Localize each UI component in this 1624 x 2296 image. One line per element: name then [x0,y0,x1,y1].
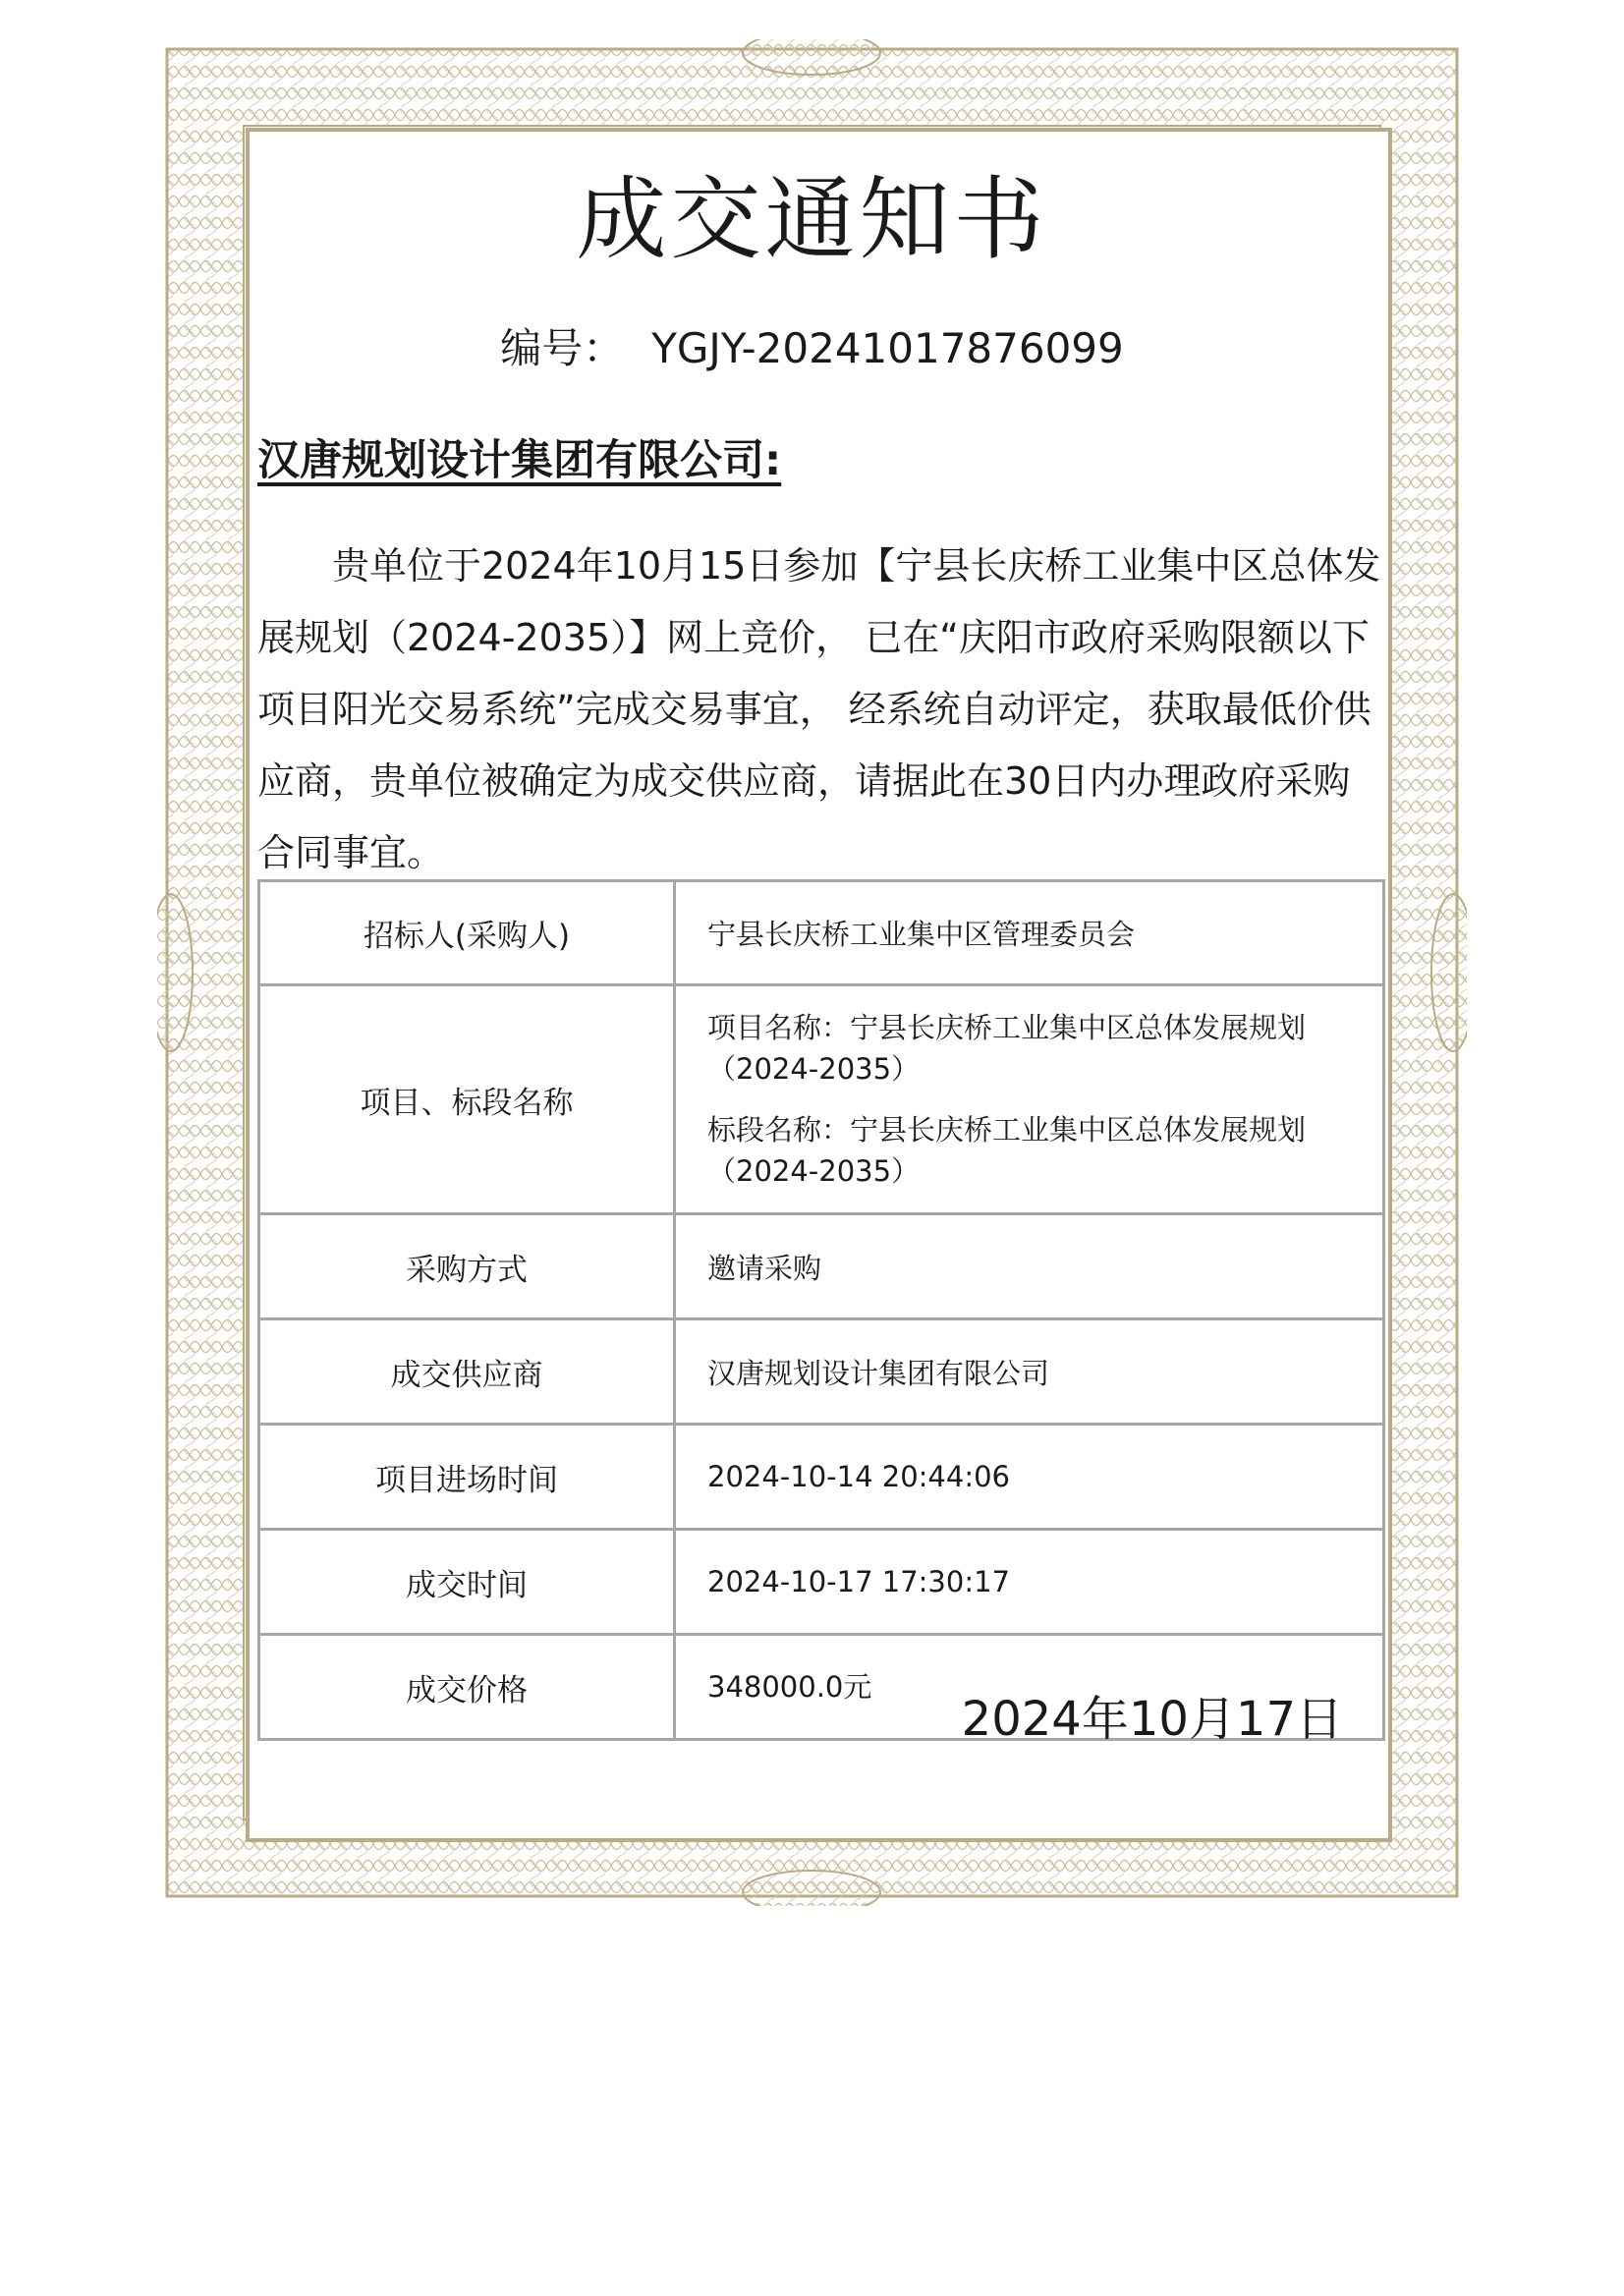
row-value: 2024-10-14 20:44:06 [675,1425,1384,1530]
award-info-table [257,879,1385,1747]
document-title: 成交通知书 [576,167,1048,272]
notice-body: 贵单位于2024年10月15日参加【宁县长庆桥工业集中区总体发展规划（2024-2035）】网上竞价， 已在“庆阳市政府采购限额以下项目阳光交易系统”完成交易事宜， 经系统自动评定，获取最低价供应商，贵单位被确定为成交供应商，请据此在30日内办理政府采购合同事宜。 [257,544,1381,874]
table-row [259,1425,1384,1530]
table-row [259,1319,1384,1425]
table-row [259,985,1384,1214]
row-value: 宁县长庆桥工业集中区管理委员会 [675,881,1384,985]
row-value: 348000.0元 [707,1670,872,1704]
issue-date: 2024年10月17日 [961,1692,1343,1747]
section-name-line: 标段名称：宁县长庆桥工业集中区总体发展规划（2024-2035） [707,1113,1307,1188]
row-label: 成交价格 [259,1635,675,1740]
row-value: 汉唐规划设计集团有限公司 [675,1319,1384,1425]
serial-number-line [0,316,1624,375]
table-row [259,1214,1384,1319]
row-value: 2024-10-17 17:30:17 [675,1530,1384,1635]
table-row [259,1635,1384,1740]
serial-number: YGJY-20241017876099 [651,324,1124,372]
serial-label: 编号： [500,324,625,372]
row-label: 成交时间 [259,1530,675,1635]
project-name-line: 项目名称：宁县长庆桥工业集中区总体发展规划（2024-2035） [707,1011,1307,1086]
recipient-company: 汉唐规划设计集团有限公司: [257,436,782,485]
row-value [675,985,1384,1214]
row-label: 招标人(采购人) [259,881,675,985]
row-label: 项目进场时间 [259,1425,675,1530]
price-cell [675,1635,1384,1747]
table-row [259,1530,1384,1635]
row-label: 采购方式 [259,1214,675,1319]
table-row [259,881,1384,985]
row-label: 成交供应商 [259,1319,675,1425]
row-value: 邀请采购 [675,1214,1384,1319]
row-label: 项目、标段名称 [259,985,675,1214]
